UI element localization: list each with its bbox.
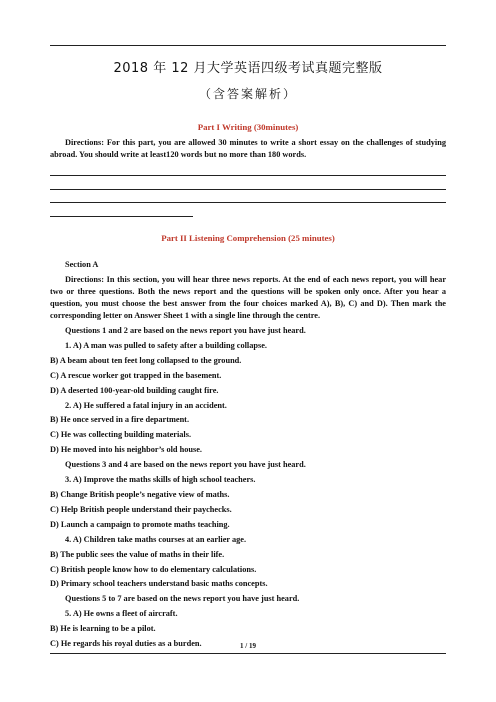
question-line: D) A deserted 100-year-old building caught fire. <box>50 385 219 395</box>
question-line: C) British people know how to do elementary calculations. <box>50 564 257 574</box>
header-rule <box>50 45 446 46</box>
question-line: B) He is learning to be a pilot. <box>50 624 156 634</box>
answer-lines <box>50 175 446 229</box>
part2-heading: Part II Listening Comprehension (25 minutes) <box>161 233 335 243</box>
document-subtitle: （含答案解析） <box>198 87 297 101</box>
question-line: B) The public sees the value of maths in their life. <box>50 549 225 559</box>
answer-line <box>50 202 446 216</box>
answer-line <box>50 189 446 203</box>
question-line: 4. A) Children take maths courses at an earlier age. <box>65 534 247 544</box>
answer-line <box>50 175 446 189</box>
section-a <box>50 259 446 322</box>
question-line: B) A beam about ten feet long collapsed to the ground. <box>50 355 242 365</box>
footer-rule <box>50 653 446 654</box>
question-line: C) He regards his royal duties as a burden. <box>50 639 202 649</box>
question-line: D) He moved into his neighbor’s old house. <box>50 445 202 455</box>
part2-directions: Directions: In this section, you will hear three news reports. At the end of each news report, you will hear two or three questions. Both the news report and the questions will be spoken only once. After you hear a question, you must choose the best answer from the four choices marked A), B), C) and D). Then mark the corresponding letter on Answer Sheet 1 with a single line through the centre. <box>50 275 446 320</box>
section-a-label: Section A <box>65 260 99 269</box>
page-number: 1 / 19 <box>240 642 256 650</box>
question-line: 2. A) He suffered a fatal injury in an accident. <box>65 400 227 410</box>
question-line: 3. A) Improve the maths skills of high school teachers. <box>65 475 256 485</box>
question-line: C) Help British people understand their paychecks. <box>50 504 232 514</box>
question-line: D) Launch a campaign to promote maths teaching. <box>50 519 230 529</box>
question-list <box>50 324 446 652</box>
question-line: Questions 3 and 4 are based on the news report you have just heard. <box>65 460 306 470</box>
part1-directions <box>50 137 446 161</box>
question-line: 1. A) A man was pulled to safety after a building collapse. <box>65 340 267 350</box>
part1-directions-text: Directions: For this part, you are allowed 30 minutes to write a short essay on the challenges of studying abroad. You should write at least120 words but no more than 180 words. <box>50 138 446 159</box>
question-line: B) He once served in a fire department. <box>50 415 190 425</box>
question-line: Questions 1 and 2 are based on the news report you have just heard. <box>65 326 306 335</box>
question-line: B) Change British people’s negative view of maths. <box>50 489 230 499</box>
question-line: C) A rescue worker got trapped in the basement. <box>50 370 222 380</box>
question-line: D) Primary school teachers understand basic maths concepts. <box>50 579 268 589</box>
question-line: 5. A) He owns a fleet of aircraft. <box>65 609 178 619</box>
document-title: 2018 年 12 月大学英语四级考试真题完整版 <box>113 61 383 76</box>
question-line: C) He was collecting building materials. <box>50 430 192 440</box>
part1-heading: Part I Writing (30minutes) <box>197 122 299 132</box>
question-line: Questions 5 to 7 are based on the news report you have just heard. <box>65 594 300 604</box>
answer-line-short <box>50 216 193 230</box>
